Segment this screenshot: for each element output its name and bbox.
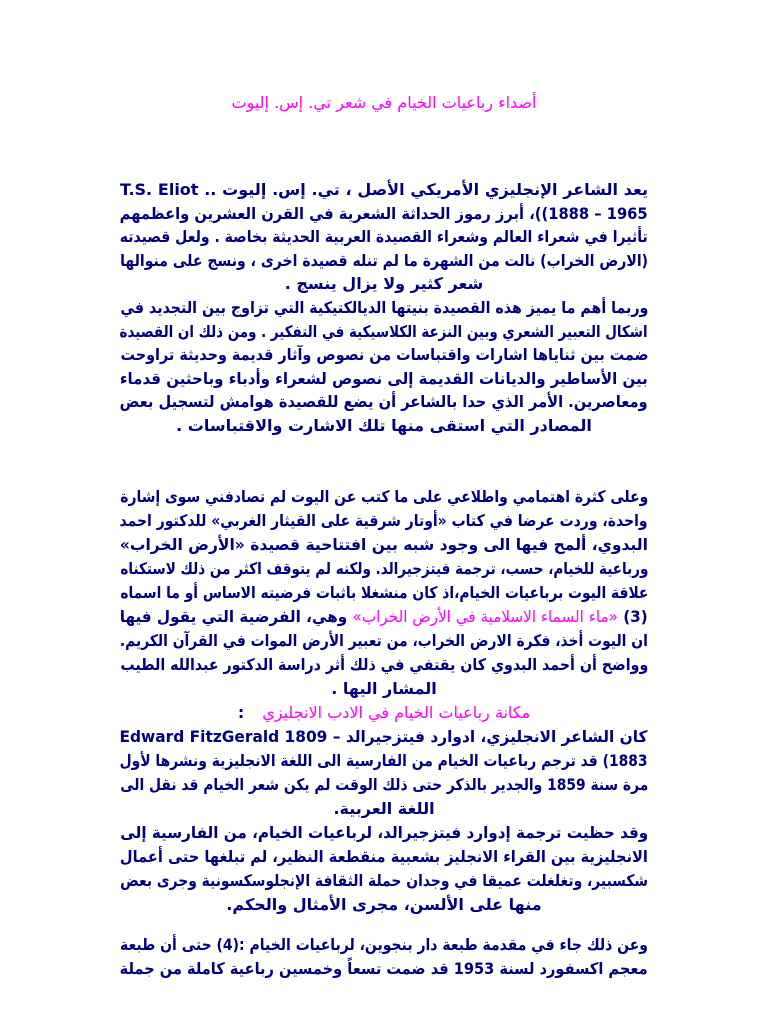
line-text: اشكال التعبير الشعري وبين النزعة الكلاسيكية في التفكير . ومن ذلك ان القصيدة [119,321,648,341]
line-text: وربما أهم ما يميز هذه القصيدة بنيتها الديالكتيكية التي تزاوج بين التجديد في [120,297,648,317]
line-text-tail: وهي، الفرضية التي يقول فيها [120,607,353,626]
line-text: معجم اكسفورد لسنة 1953 قد ضمت تسعاً وخمسين رباعية كاملة من جملة [120,959,648,978]
document-title: أصداء رباعيات الخيام في شعر تي. إس. إليوت [231,93,537,112]
line-text: مرة سنة 1859 والجدير بالذكر حتى ذلك الوقت لم يكن شعر الخيام قد نقل الى [119,775,648,794]
paragraph-3 [120,485,648,701]
line-text: كان الشاعر الانجليزي، ادوارد فيتزجيرالد – Edward FitzGerald 1809 [119,727,648,746]
line-text: يعد الشاعر الإنجليزي الأمريكي الأصل ، تي. إس. إليوت .. T.S. Eliot [119,180,648,199]
text-line [120,272,648,296]
paragraph-6 [120,933,648,981]
text-line [120,249,648,273]
line-text: بين الأساطير والديانات القديمة إلى نصوص لشعراء وأدباء وباحثين قدماء [120,368,648,388]
paragraph-2 [120,296,648,438]
text-line [120,343,648,367]
line-text: ضمت بين ثناياها اشارات واقتباسات من نصوص وآثار قديمة وحديثة تراوحت [120,345,648,365]
highlighted-quote: «ماء السماء الاسلامية في الأرض الخراب» [352,607,619,626]
line-text: منها على الألسن، مجرى الأمثال والحكم. [226,895,542,914]
text-line [120,414,648,438]
line-text: المشار اليها . [331,679,437,698]
text-line [120,933,648,957]
line-text: وعن ذلك جاء في مقدمة طبعة دار بنجوين، لرباعيات الخيام :(4) حتى أن طبعة [119,935,648,954]
text-line [120,296,648,320]
line-text: شكسبير، وتغلغلت عميقا في وجدان حملة الثقافة الإنجلوسكسونية وجرى بعض [119,871,648,890]
intro-section [120,178,648,438]
line-text: علاقة اليوت برباعيات الخيام،اذ كان منشغلا باثبات فرضيته الاساس أو ما اسماه [120,583,648,602]
text-line [120,320,648,344]
text-line [120,629,648,653]
text-line [120,367,648,391]
line-text: واحدة، وردت عرضا في كتاب «أوتار شرقية على القيثار الغربي» للدكتور احمد [119,511,648,530]
line-text: الانجليزية بين القراء الانجليز بشعبية منقطعة النظير، لم تبلغها حتى أعمال [120,847,648,866]
line-text: وقد حظيت ترجمة إدوارد فيتزجيرالد، لرباعيات الخيام، من الفارسية إلى [120,823,648,842]
text-line [120,677,648,701]
line-text: 1965 – 1888))، أبرز رموز الحداثة الشعرية في القرن العشرين واعظمهم [120,203,648,223]
line-text: المصادر التي استقى منها تلك الاشارت والاقتباسات . [176,415,592,435]
line-text [120,605,648,629]
line-text: وواضح أن أحمد البدوي كان يقتفي في ذلك أثر دراسة الدكتور عبدالله الطيب [120,655,648,674]
text-line [120,581,648,605]
section-heading-colon: : [237,703,245,722]
footnote-ref: (3) [618,607,648,626]
text-line [120,485,648,509]
line-text: اللغة العربية. [333,799,435,818]
text-line [120,869,648,893]
text-line [120,202,648,226]
line-text: 1883) قد ترجم رباعيات الخيام من الفارسية الى اللغة الانجليزية ونشرها لأول [119,751,648,770]
section-heading [120,701,648,725]
text-line [120,390,648,414]
closing-section [120,933,648,981]
line-text: البدوي، ألمح فيها الى وجود شبه بين افتتاحية قصيدة «الأرض الخراب» [120,535,648,554]
text-line [120,509,648,533]
section-heading-text [238,701,530,725]
line-text: تأثيرا في شعراء العالم وشعراء القصيدة العربية الحديثة بخاصة . ولعل قصيدته [120,227,648,247]
line-text: شعر كثير ولا يزال ينسج . [284,274,484,294]
body-section [120,485,648,917]
text-line [120,557,648,581]
text-line [120,725,648,749]
text-line [120,845,648,869]
text-line [120,797,648,821]
text-line [120,533,648,557]
section-heading-title: مكانة رباعيات الخيام في الادب الانجليزي [262,703,531,722]
text-line [120,225,648,249]
text-line [120,178,648,202]
paragraph-1 [120,178,648,296]
text-line [120,821,648,845]
text-line [120,957,648,981]
line-text: ومعاصرين. الأمر الذي حدا بالشاعر أن يضع للقصيدة هوامش لتسجيل بعض [120,392,648,412]
line-text: وعلى كثرة اهتمامي واطلاعي على ما كتب عن اليوت لم تصادفني سوى إشارة [120,487,648,506]
paragraph-5 [120,821,648,917]
text-line [120,893,648,917]
line-text: ورباعية للخيام، حسب، ترجمة فيتزجيرالد. ولكنه لم يتوقف اكثر من ذلك لاستكناه [119,559,648,578]
text-line [120,605,648,629]
paragraph-4 [120,725,648,821]
text-line [120,653,648,677]
text-line [120,773,648,797]
line-text: ان اليوت أخذ، فكرة الارض الخراب، من تعبير الأرض الموات في القرآن الكريم. [120,631,648,650]
text-line [120,749,648,773]
line-text: (الارض الخراب) نالت من الشهرة ما لم تنله قصيدة اخرى ، ونسج على منوالها [120,250,648,270]
